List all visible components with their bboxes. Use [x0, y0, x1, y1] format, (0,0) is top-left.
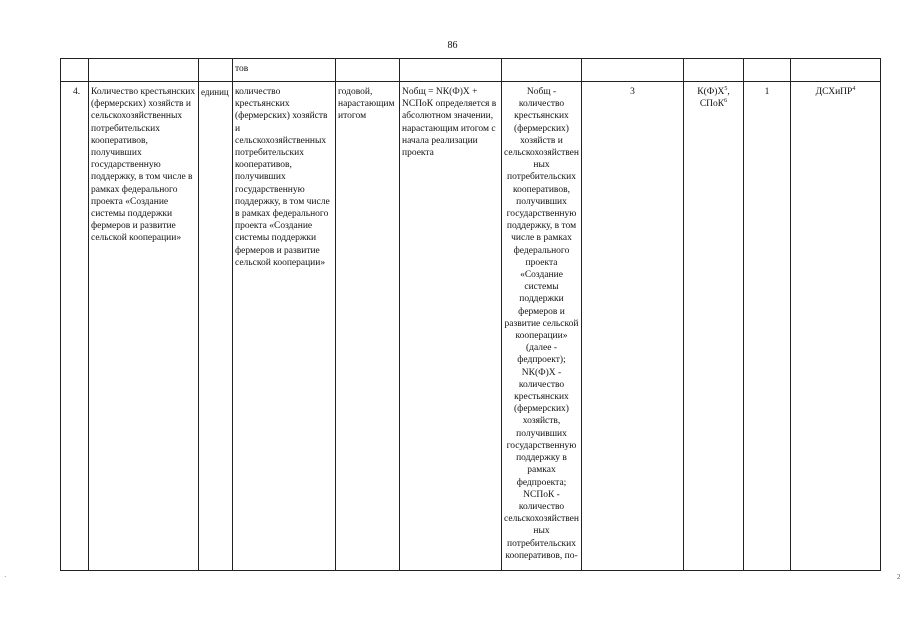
- cont-cell-formula: [400, 59, 502, 82]
- responsible-text: ДСХиПР: [815, 87, 853, 97]
- row-number: 4.: [61, 82, 89, 571]
- cont-cell-periodicity: [336, 59, 400, 82]
- data-source-b-footnote: 6: [724, 98, 728, 105]
- data-source-a: К(Ф)Х: [697, 87, 725, 97]
- indicator-level: 1: [744, 82, 791, 571]
- data-source: [684, 82, 744, 571]
- cont-cell-notes: [502, 59, 582, 82]
- left-margin-mark: ·: [4, 573, 7, 581]
- page-number: 86: [447, 40, 458, 51]
- indicator-notes: Nобщ - количество крестьянских (фермерских) хозяйств и сельскохозяйственных потребительских кооперативов, получивших государственную поддержку, в том числе в рамках федерального проекта «Создание системы поддержки фермеров и развитие сельской кооперации» (далее - федпроект); NК(Ф)Х - количество крестьянских (фермерских) хозяйств, получивших государственную поддержку в рамках федпроекта; NСПоК - количество сельскохозяйственных потребительских кооперативов, по-: [502, 82, 582, 571]
- cont-cell-unit: [199, 59, 233, 82]
- data-source-a-footnote: 5: [724, 85, 728, 92]
- continuation-row: [61, 59, 881, 82]
- cont-cell-name: [89, 59, 199, 82]
- source-code: 3: [582, 82, 684, 571]
- indicator-periodicity: годовой, нарастающим итогом: [336, 82, 400, 571]
- cont-cell-data-source: [684, 59, 744, 82]
- cont-cell-definition: [233, 59, 336, 82]
- responsible-body: [791, 82, 881, 571]
- cont-cell-source-code: [582, 59, 684, 82]
- data-source-b: СПоК: [699, 99, 725, 110]
- cont-cell-num: [61, 59, 89, 82]
- right-margin-mark: 2: [897, 573, 901, 581]
- indicator-definition: количество крестьянских (фермерских) хозяйств и сельскохозяйственных потребительских кооперативов, получивших государственную поддержку, в том числе в рамках федерального проекта «Создание системы поддержки фермеров и развитие сельской кооперации»: [233, 82, 336, 571]
- responsible-footnote: 4: [852, 85, 856, 92]
- indicator-unit: единиц: [199, 82, 233, 571]
- indicator-formula: Nобщ = NК(Ф)Х + NСПоК определяется в абсолютном значении, нарастающим итогом с начала реализации проекта: [400, 82, 502, 571]
- indicator-name: Количество крестьянских (фермерских) хозяйств и сельскохозяйственных потребительских кооперативов, получивших государственную поддержку, в том числе в рамках федерального проекта «Создание системы поддержки фермеров и развитие сельской кооперации»: [89, 82, 199, 571]
- continuation-text: тов: [235, 64, 249, 74]
- indicator-table: [60, 58, 881, 571]
- cont-cell-responsible: [791, 59, 881, 82]
- data-source-separator: ,: [727, 87, 730, 97]
- table-row: [61, 82, 881, 571]
- cont-cell-level: [744, 59, 791, 82]
